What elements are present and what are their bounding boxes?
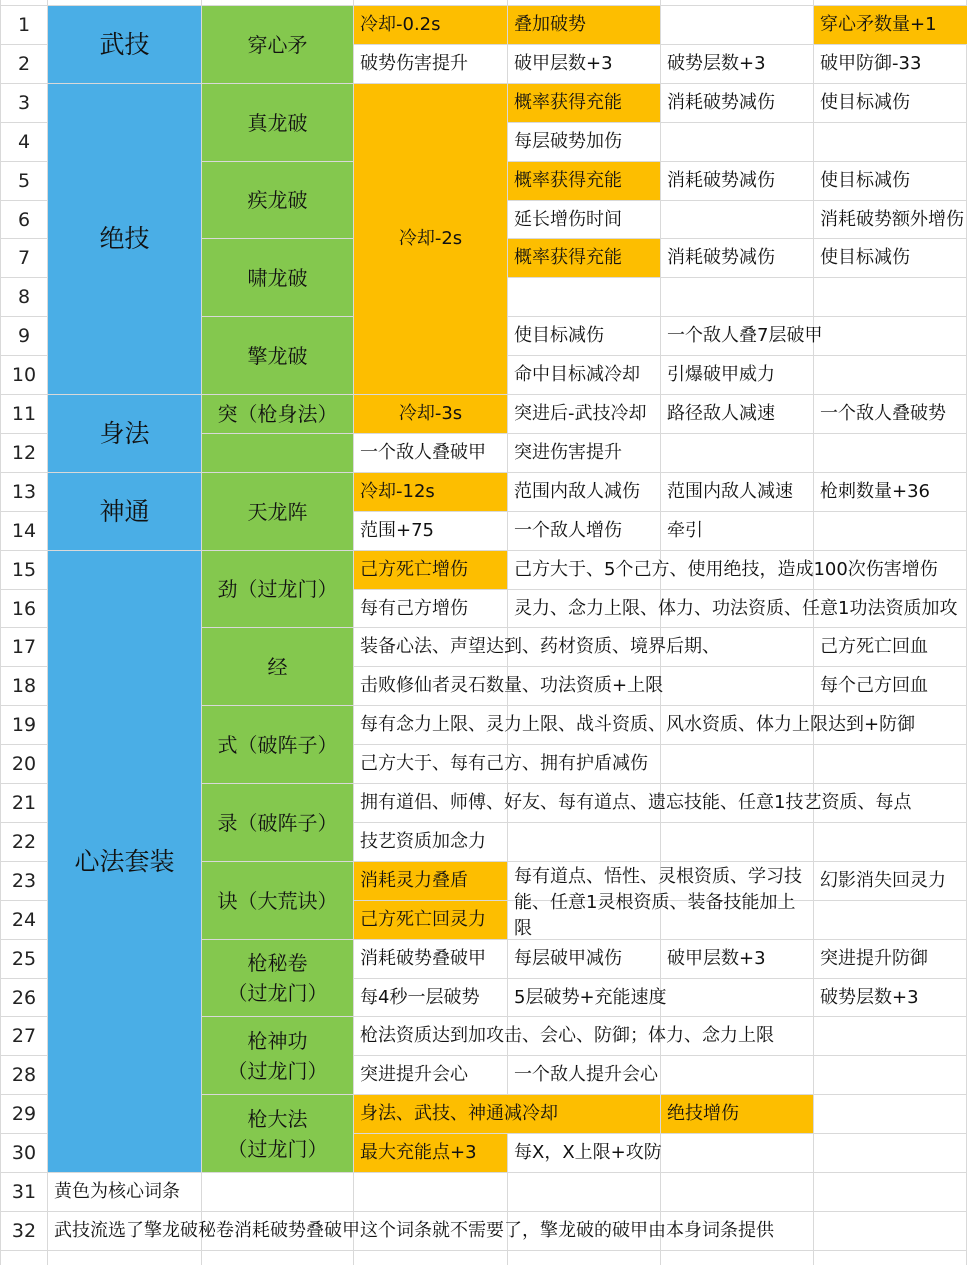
cell-r3b[interactable]: 概率获得充能 bbox=[508, 84, 660, 122]
cell-r4b[interactable]: 每层破势加伤 bbox=[514, 131, 622, 152]
cell-r12a[interactable]: 一个敌人叠破甲 bbox=[360, 442, 486, 463]
skill-qiangmijuan[interactable]: 枪秘卷 （过龙门） bbox=[202, 940, 353, 1016]
cell-r2a[interactable]: 破势伤害提升 bbox=[360, 53, 468, 74]
row-header[interactable]: 4 bbox=[17, 131, 31, 153]
skill-zhenlongpo[interactable]: 真龙破 bbox=[202, 84, 353, 161]
category-xinfa[interactable]: 心法套装 bbox=[48, 551, 201, 1172]
cell-r13b[interactable]: 范围内敌人减伤 bbox=[514, 481, 640, 502]
cell-r16b[interactable]: 灵力、念力上限、体力、功法资质、任意1功法资质加攻 bbox=[514, 597, 958, 619]
row-header[interactable]: 28 bbox=[11, 1064, 37, 1086]
cell-r3d[interactable]: 使目标减伤 bbox=[820, 92, 910, 113]
category-jueji[interactable]: 绝技 bbox=[48, 84, 201, 394]
row-header[interactable]: 15 bbox=[11, 559, 37, 581]
cell-r13c[interactable]: 范围内敌人减速 bbox=[667, 481, 793, 502]
cell-r1d[interactable]: 穿心矛数量+1 bbox=[814, 6, 967, 44]
cell-r5b[interactable]: 概率获得充能 bbox=[508, 162, 660, 200]
skill-jue[interactable]: 诀（大荒诀） bbox=[202, 862, 353, 939]
skill-jing[interactable]: 经 bbox=[202, 628, 353, 705]
cell-r11b[interactable]: 突进后-武技冷却 bbox=[514, 403, 647, 424]
cell-r7c[interactable]: 消耗破势减伤 bbox=[667, 247, 775, 268]
cell-r6b[interactable]: 延长增伤时间 bbox=[514, 208, 622, 230]
row-header[interactable]: 23 bbox=[11, 870, 37, 892]
cell-r7b[interactable]: 概率获得充能 bbox=[508, 239, 660, 277]
row-header[interactable]: 14 bbox=[11, 520, 37, 542]
skill-tianlongzhen[interactable]: 天龙阵 bbox=[202, 473, 353, 550]
cell-jueji_cd[interactable]: 冷却-2s bbox=[354, 84, 507, 394]
row-header[interactable]: 31 bbox=[11, 1181, 37, 1203]
cell-r13a[interactable]: 冷却-12s bbox=[354, 473, 507, 511]
cell-r25a[interactable]: 消耗破势叠破甲 bbox=[360, 948, 486, 969]
row-header[interactable]: 22 bbox=[11, 831, 37, 853]
cell-r27a[interactable]: 枪法资质达到加攻击、会心、防御；体力、念力上限 bbox=[360, 1025, 774, 1046]
skill-shi[interactable]: 式（破阵子） bbox=[202, 706, 353, 783]
cell-r22a[interactable]: 技艺资质加念力 bbox=[360, 831, 486, 852]
cell-r23d[interactable]: 幻影消失回灵力 bbox=[820, 870, 946, 891]
cell-r28a[interactable]: 突进提升会心 bbox=[360, 1064, 468, 1085]
cell-r1b[interactable]: 叠加破势 bbox=[508, 6, 660, 44]
cell-r5d[interactable]: 使目标减伤 bbox=[820, 170, 910, 191]
row-header[interactable]: 26 bbox=[11, 986, 37, 1009]
cell-r10b[interactable]: 命中目标减冷却 bbox=[514, 364, 640, 385]
row-header[interactable]: 18 bbox=[11, 675, 37, 697]
cell-r11d[interactable]: 一个敌人叠破势 bbox=[820, 403, 946, 424]
cell-r16a[interactable]: 每有己方增伤 bbox=[360, 597, 468, 619]
cell-r1a[interactable]: 冷却-0.2s bbox=[354, 6, 507, 44]
row-header[interactable]: 16 bbox=[11, 597, 37, 620]
row-header[interactable]: 5 bbox=[17, 170, 31, 192]
cell-r14b[interactable]: 一个敌人增伤 bbox=[514, 520, 622, 541]
cell-r11a[interactable]: 冷却-3s bbox=[354, 395, 507, 433]
cell-r30a[interactable]: 最大充能点+3 bbox=[354, 1134, 507, 1172]
row-header[interactable]: 12 bbox=[11, 442, 37, 464]
cell-r3c[interactable]: 消耗破势减伤 bbox=[667, 92, 775, 113]
cell-r20a[interactable]: 己方大于、每有己方、拥有护盾减伤 bbox=[360, 753, 648, 774]
row-header[interactable]: 9 bbox=[17, 325, 31, 347]
cell-r9c[interactable]: 一个敌人叠7层破甲 bbox=[667, 325, 823, 346]
skill-jin[interactable]: 劲（过龙门） bbox=[202, 551, 353, 627]
cell-r17a[interactable]: 装备心法、声望达到、药材资质、境界后期、 bbox=[360, 636, 720, 657]
row-header[interactable]: 17 bbox=[11, 636, 37, 658]
skill-xiaolongpo[interactable]: 啸龙破 bbox=[202, 239, 353, 316]
skill-tu[interactable]: 突（枪身法） bbox=[202, 395, 353, 433]
cell-r10c[interactable]: 引爆破甲威力 bbox=[667, 364, 775, 385]
cell-r6d[interactable]: 消耗破势额外增伤 bbox=[820, 208, 964, 230]
cell-r2b[interactable]: 破甲层数+3 bbox=[514, 53, 613, 74]
row-header[interactable]: 10 bbox=[11, 364, 37, 386]
row-header[interactable]: 29 bbox=[11, 1103, 37, 1125]
cell-r25c[interactable]: 破甲层数+3 bbox=[667, 948, 766, 969]
skill-qiangshengong[interactable]: 枪神功 （过龙门） bbox=[202, 1017, 353, 1094]
cell-r23b[interactable]: 每有道点、悟性、灵根资质、学习技能、任意1灵根资质、装备技能加上限 bbox=[514, 866, 802, 939]
row-header[interactable]: 24 bbox=[11, 909, 37, 931]
row-header[interactable]: 1 bbox=[17, 14, 31, 36]
row-header[interactable]: 30 bbox=[11, 1142, 37, 1164]
row-header[interactable]: 6 bbox=[17, 208, 31, 231]
cell-r5c[interactable]: 消耗破势减伤 bbox=[667, 170, 775, 191]
cell-r12b[interactable]: 突进伤害提升 bbox=[514, 442, 622, 463]
skill-tu-cont[interactable] bbox=[202, 434, 353, 472]
cell-r13d[interactable]: 枪刺数量+36 bbox=[820, 481, 930, 502]
cell-r24a[interactable]: 己方死亡回灵力 bbox=[354, 901, 507, 939]
row-header[interactable]: 8 bbox=[17, 286, 31, 308]
cell-r26b[interactable]: 5层破势+充能速度 bbox=[514, 986, 667, 1008]
cell-r19a[interactable]: 每有念力上限、灵力上限、战斗资质、风水资质、体力上限达到+防御 bbox=[360, 714, 916, 735]
row-header[interactable]: 25 bbox=[11, 948, 37, 970]
cell-r26d[interactable]: 破势层数+3 bbox=[820, 986, 919, 1008]
category-wuji[interactable]: 武技 bbox=[48, 6, 201, 83]
cell-r14c[interactable]: 牵引 bbox=[667, 520, 703, 541]
cell-r30b[interactable]: 每X，X上限+攻防 bbox=[514, 1142, 662, 1163]
cell-r28b[interactable]: 一个敌人提升会心 bbox=[514, 1064, 658, 1085]
row-header[interactable]: 27 bbox=[11, 1025, 37, 1047]
cell-r14a[interactable]: 范围+75 bbox=[360, 520, 434, 541]
skill-jilongpo[interactable]: 疾龙破 bbox=[202, 162, 353, 238]
cell-r9b[interactable]: 使目标减伤 bbox=[514, 325, 604, 346]
row-header[interactable]: 11 bbox=[11, 403, 37, 425]
row-header[interactable]: 32 bbox=[11, 1220, 37, 1242]
cell-r21a[interactable]: 拥有道侣、师傅、好友、每有道点、遗忘技能、任意1技艺资质、每点 bbox=[360, 792, 912, 813]
cell-r2d[interactable]: 破甲防御-33 bbox=[820, 53, 922, 74]
row-header[interactable]: 20 bbox=[11, 753, 37, 775]
cell-r7d[interactable]: 使目标减伤 bbox=[820, 247, 910, 268]
skill-qinglongpo[interactable]: 擎龙破 bbox=[202, 317, 353, 394]
cell-r11c[interactable]: 路径敌人减速 bbox=[667, 403, 775, 424]
category-shentong[interactable]: 神通 bbox=[48, 473, 201, 550]
cell-r25b[interactable]: 每层破甲减伤 bbox=[514, 948, 622, 969]
cell-r2c[interactable]: 破势层数+3 bbox=[667, 53, 766, 74]
row-header[interactable]: 19 bbox=[11, 714, 37, 736]
category-shenfa[interactable]: 身法 bbox=[48, 395, 201, 472]
cell-r29a[interactable]: 身法、武技、神通减冷却 bbox=[354, 1095, 660, 1133]
cell-r18d[interactable]: 每个己方回血 bbox=[820, 675, 928, 696]
grid-line-horizontal bbox=[0, 1250, 967, 1251]
note-core-legend[interactable]: 黄色为核心词条 bbox=[54, 1181, 180, 1202]
row-header[interactable]: 2 bbox=[17, 53, 31, 75]
cell-r26a[interactable]: 每4秒一层破势 bbox=[360, 986, 480, 1008]
cell-r29c[interactable]: 绝技增伤 bbox=[661, 1095, 813, 1133]
cell-r25d[interactable]: 突进提升防御 bbox=[820, 948, 928, 969]
skill-chuanxinmao[interactable]: 穿心矛 bbox=[202, 6, 353, 83]
cell-r18a[interactable]: 击败修仙者灵石数量、功法资质+上限 bbox=[360, 675, 664, 696]
row-header[interactable]: 13 bbox=[11, 481, 37, 503]
row-header[interactable]: 21 bbox=[11, 792, 37, 814]
cell-r17d[interactable]: 己方死亡回血 bbox=[820, 636, 928, 657]
row-header[interactable]: 7 bbox=[17, 247, 31, 269]
note-build-tip[interactable]: 武技流选了擎龙破秘卷消耗破势叠破甲这个词条就不需要了，擎龙破的破甲由本身词条提供 bbox=[54, 1220, 774, 1241]
cell-r15b[interactable]: 己方大于、5个己方、使用绝技，造成100次伤害增伤 bbox=[514, 559, 938, 580]
skill-qiangdafa[interactable]: 枪大法 （过龙门） bbox=[202, 1095, 353, 1172]
skill-lu[interactable]: 录（破阵子） bbox=[202, 784, 353, 861]
cell-r23a[interactable]: 消耗灵力叠盾 bbox=[354, 862, 507, 900]
row-header[interactable]: 3 bbox=[17, 92, 31, 114]
cell-r15a[interactable]: 己方死亡增伤 bbox=[354, 551, 507, 589]
